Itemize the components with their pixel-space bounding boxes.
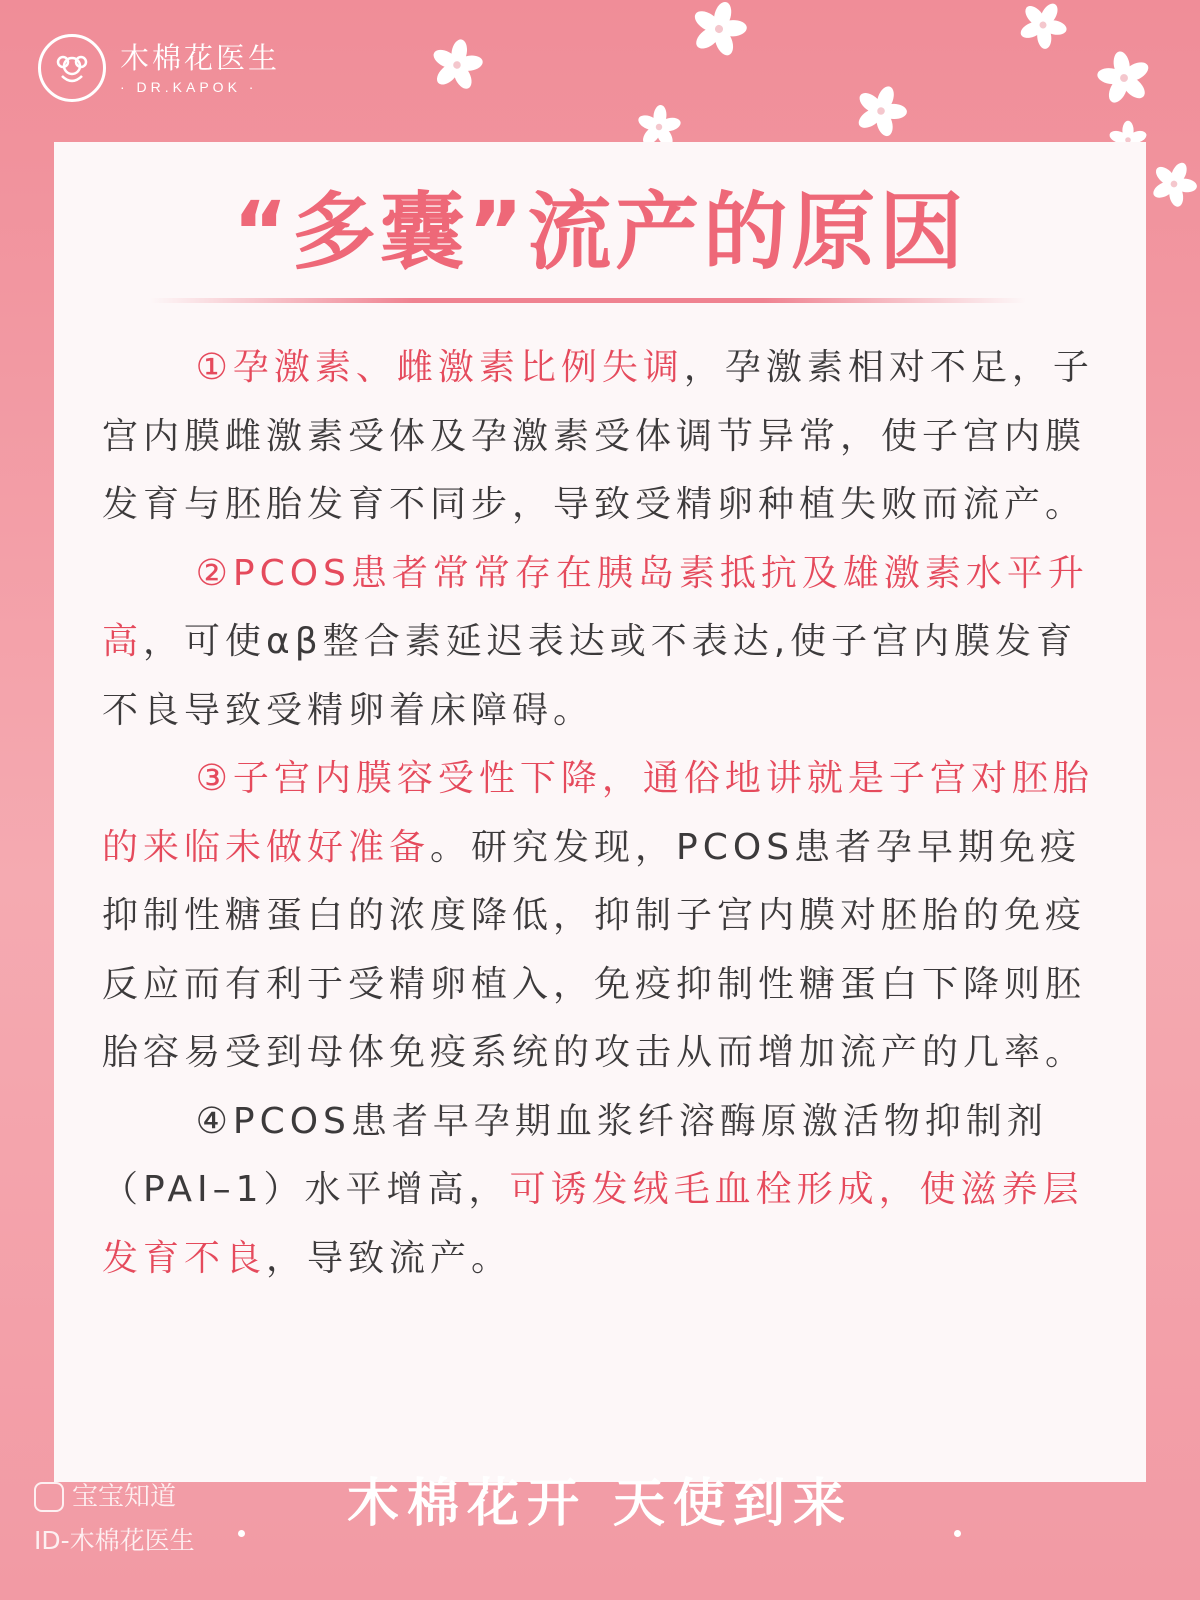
highlight-text: ③子宫内膜容受性下降，通俗地讲就是子宫对胚胎的来临未做好准备 xyxy=(102,758,1094,868)
body-text-segment: ④PCOS患者早孕期血浆纤溶酶原激活物抑制剂（PAI–1）水平增高， xyxy=(102,1100,1048,1210)
article-body xyxy=(102,334,1102,1293)
watermark-id: ID-木棉花医生 xyxy=(34,1526,195,1555)
content-card xyxy=(54,142,1146,1482)
cotton-flower-logo-icon xyxy=(38,34,106,102)
title-underline xyxy=(150,298,1026,303)
flower-icon xyxy=(1092,46,1157,111)
body-text-segment: ，孕激素相对不足，子宫内膜雌激素受体及孕激素受体调节异常，使子宫内膜发育与胚胎发育不同步，导致受精卵种植失败而流产。 xyxy=(102,347,1094,525)
paragraph-3 xyxy=(102,745,1102,1088)
brand-name: 木棉花医生 xyxy=(120,41,281,75)
paragraph-4 xyxy=(102,1088,1102,1294)
highlight-text: 可诱发绒毛血栓形成，使滋养层发育不良 xyxy=(102,1169,1084,1279)
brand-name-en: · DR.KAPOK · xyxy=(120,79,258,95)
body-text-segment: ，可使αβ整合素延迟表达或不表达,使子宫内膜发育不良导致受精卵着床障碍。 xyxy=(102,621,1078,731)
brand-logo xyxy=(38,34,280,102)
paragraph-1 xyxy=(102,334,1102,540)
flower-icon xyxy=(426,34,489,97)
bullet-dot-right xyxy=(954,1530,961,1537)
body-text-segment: 。研究发现，PCOS患者孕早期免疫抑制性糖蛋白的浓度降低，抑制子宫内膜对胚胎的免疫反应而有利于受精卵植入，免疫抑制性糖蛋白下降则胚胎容易受到母体免疫系统的攻击从而增加流产的几率。 xyxy=(102,826,1087,1073)
page-title: “多囊”流产的原因 xyxy=(232,183,968,281)
body-text-segment: ，导致流产。 xyxy=(266,1237,513,1279)
footer-slogan: 木棉花开 天使到来 xyxy=(346,1474,854,1534)
highlight-text: ①孕激素、雌激素比例失调 xyxy=(195,347,684,388)
watermark-name: 宝宝知道 xyxy=(72,1482,177,1512)
highlight-text: ②PCOS患者常常存在胰岛素抵抗及雄激素水平升高 xyxy=(102,552,1089,662)
paragraph-2 xyxy=(102,540,1102,746)
